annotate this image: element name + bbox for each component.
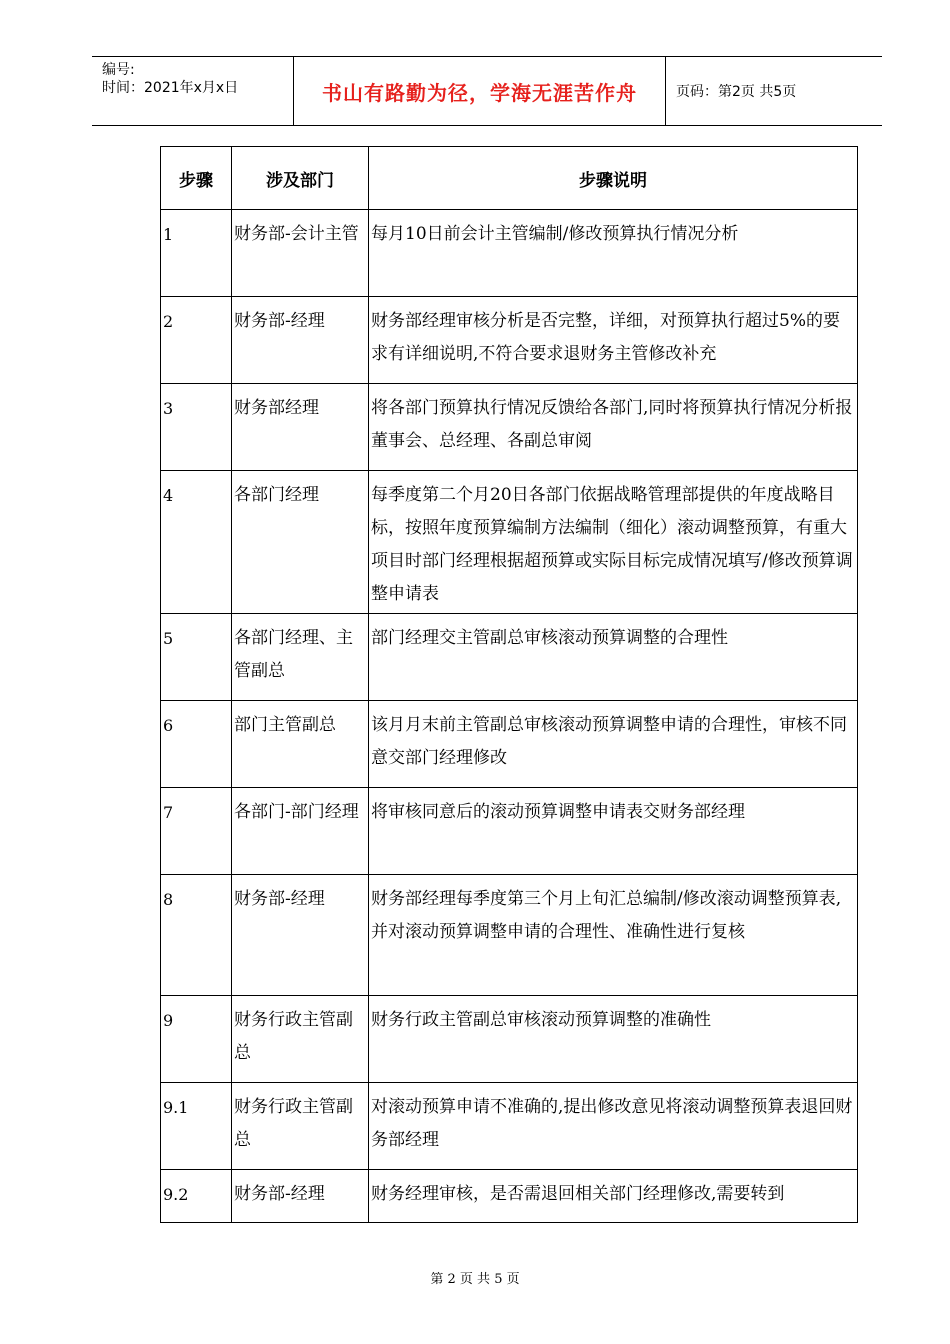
step-dept: 各部门经理、主管副总: [234, 628, 353, 681]
header-desc: 步骤说明: [369, 147, 858, 210]
step-number: 9: [163, 1011, 174, 1030]
table-row: [161, 210, 858, 297]
doc-time-label: 时间：2021年x月x日: [102, 80, 239, 96]
step-number: 1: [163, 225, 174, 244]
step-desc: 财务部经理每季度第三个月上旬汇总编制/修改滚动调整预算表,并对滚动预算调整申请的合理性、准确性进行复核: [371, 889, 842, 942]
step-desc: 每月10日前会计主管编制/修改预算执行情况分析: [371, 224, 739, 244]
header-divider: [665, 57, 666, 125]
step-dept: 财务行政主管副总: [234, 1097, 353, 1150]
step-number: 3: [163, 399, 174, 418]
header-step: 步骤: [161, 147, 232, 210]
table-row: [161, 1170, 858, 1223]
step-number: 9.1: [163, 1098, 189, 1117]
step-dept: 财务部经理: [234, 398, 319, 418]
table-row: [161, 297, 858, 384]
header-dept: 涉及部门: [232, 147, 369, 210]
step-desc: 将各部门预算执行情况反馈给各部门,同时将预算执行情况分析报董事会、总经理、各副总审阅: [371, 398, 853, 451]
step-number: 4: [163, 486, 174, 505]
step-number: 9.2: [163, 1185, 189, 1204]
step-number: 2: [163, 312, 174, 331]
step-dept: 财务行政主管副总: [234, 1010, 353, 1063]
table-row: [161, 875, 858, 996]
step-desc: 将审核同意后的滚动预算调整申请表交财务部经理: [371, 802, 745, 822]
step-desc: 财务行政主管副总审核滚动预算调整的准确性: [371, 1010, 711, 1030]
step-number: 8: [163, 890, 174, 909]
step-desc: 部门经理交主管副总审核滚动预算调整的合理性: [371, 628, 728, 648]
step-desc: 对滚动预算申请不准确的,提出修改意见将滚动调整预算表退回财务部经理: [371, 1097, 853, 1150]
table-row: [161, 471, 858, 614]
step-number: 5: [163, 629, 174, 648]
table-row: [161, 701, 858, 788]
step-dept: 财务部-经理: [234, 889, 325, 909]
header-meta: [102, 61, 238, 97]
step-desc: 财务经理审核，是否需退回相关部门经理修改,需要转到: [371, 1184, 785, 1204]
doc-id-label: 编号:: [102, 62, 135, 78]
table-row: [161, 614, 858, 701]
step-dept: 各部门经理: [234, 485, 319, 505]
step-number: 6: [163, 716, 174, 735]
step-dept: 财务部-会计主管: [234, 224, 359, 244]
table-row: [161, 1083, 858, 1170]
table-row: [161, 996, 858, 1083]
page-header: [92, 56, 882, 126]
table-header-row: [161, 147, 858, 210]
step-desc: 该月月末前主管副总审核滚动预算调整申请的合理性，审核不同意交部门经理修改: [371, 715, 847, 768]
table-row: [161, 788, 858, 875]
table-row: [161, 384, 858, 471]
step-dept: 部门主管副总: [234, 715, 336, 735]
steps-table: [160, 146, 858, 1223]
step-desc: 每季度第二个月20日各部门依据战略管理部提供的年度战略目标，按照年度预算编制方法编制（细化）滚动调整预算，有重大项目时部门经理根据超预算或实际目标完成情况填写/修改预算调整申请表: [371, 485, 853, 604]
step-dept: 各部门-部门经理: [234, 802, 359, 822]
header-motto: 书山有路勤为径，学海无涯苦作舟: [322, 80, 637, 105]
step-number: 7: [163, 803, 174, 822]
step-dept: 财务部-经理: [234, 1184, 325, 1204]
step-desc: 财务部经理审核分析是否完整，详细，对预算执行超过5%的要求有详细说明,不符合要求退财务主管修改补充: [371, 311, 840, 364]
header-page-number: 页码：第2页 共5页: [676, 84, 797, 100]
page-footer: 第 2 页 共 5 页: [430, 1272, 520, 1287]
step-dept: 财务部-经理: [234, 311, 325, 331]
